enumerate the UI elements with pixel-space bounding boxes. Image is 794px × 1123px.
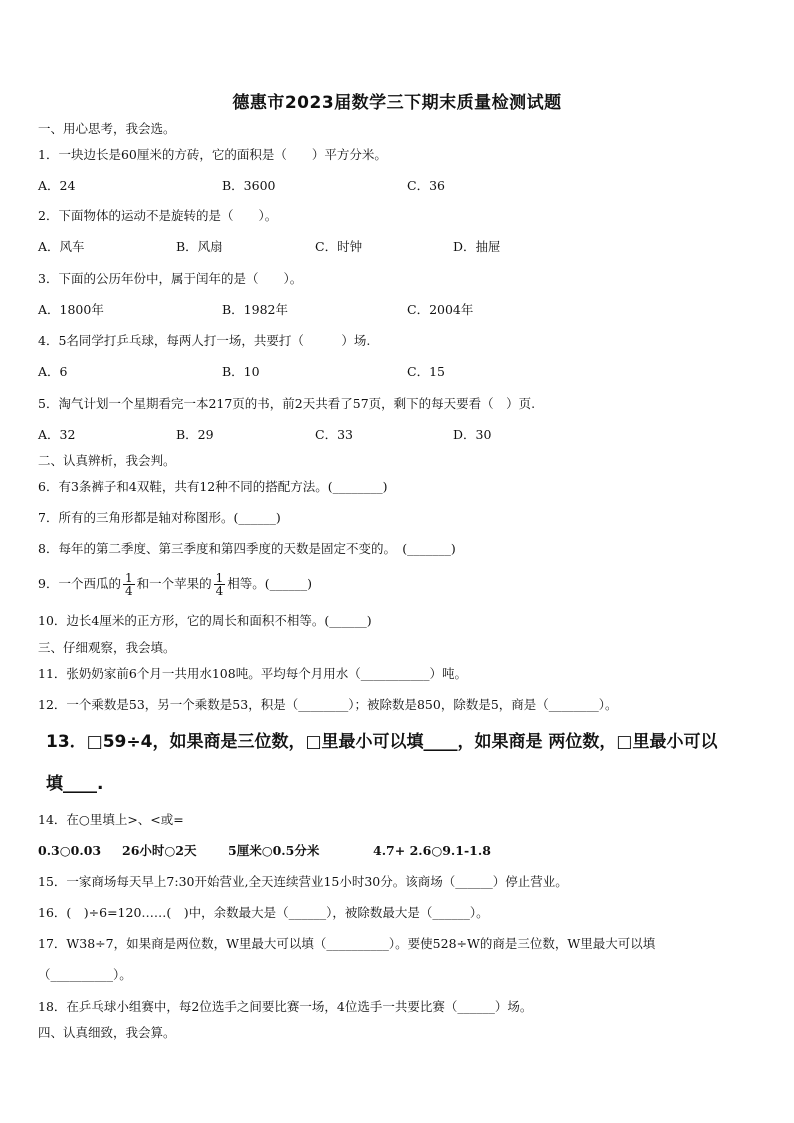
q3-option-c: C．2004年: [407, 302, 474, 317]
question-17-line-2: （__________）。: [38, 967, 132, 982]
q14-item-b: 26小时○2天: [122, 843, 197, 858]
section-heading-4: 四、认真细致，我会算。: [38, 1025, 176, 1040]
q2-option-b: B．风扇: [176, 239, 223, 254]
q5-option-d: D．30: [453, 427, 492, 442]
question-1: 1．一块边长是60厘米的方砖，它的面积是（ ）平方分米。: [38, 147, 387, 162]
q14-item-d: 4.7+ 2.6○9.1-1.8: [373, 843, 491, 858]
question-16: 16．( )÷6=120……( )中，余数最大是（______），被除数最大是（______）。: [38, 905, 489, 920]
q4-option-a: A．6: [38, 364, 68, 379]
q3-option-a: A．1800年: [38, 302, 104, 317]
question-14: 14．在○里填上>、<或=: [38, 812, 184, 827]
question-15: 15．一家商场每天早上7:30开始营业,全天连续营业15小时30分。该商场（______）停止营业。: [38, 874, 568, 889]
question-10: 10．边长4厘米的正方形，它的周长和面积不相等。(______): [38, 613, 372, 628]
question-9: [38, 568, 312, 600]
q9-fraction-1: $\frac{1}{4}$: [124, 571, 133, 598]
q3-option-b: B．1982年: [222, 302, 288, 317]
q1-option-c: C．36: [407, 178, 445, 193]
question-17-line-1: 17．W38÷7，如果商是两位数，W里最大可以填（__________）。要使528÷W的商是三位数，W里最大可以填: [38, 936, 656, 951]
question-6: 6．有3条裤子和4双鞋，共有12种不同的搭配方法。(________): [38, 479, 388, 494]
q14-item-a: 0.3○0.03: [38, 843, 102, 858]
q5-option-c: C．33: [315, 427, 353, 442]
q9-text-middle: 和一个苹果的: [136, 576, 212, 591]
question-4: 4．5名同学打乒乓球，每两人打一场，共要打（ ）场.: [38, 333, 371, 348]
q2-option-d: D．抽屉: [453, 239, 501, 254]
question-7: 7．所有的三角形都是轴对称图形。(______): [38, 510, 281, 525]
q1-option-a: A．24: [38, 178, 76, 193]
question-3: 3．下面的公历年份中，属于闰年的是（ ）。: [38, 271, 303, 286]
page-title: 德惠市2023届数学三下期末质量检测试题: [232, 93, 562, 113]
q5-option-a: A．32: [38, 427, 76, 442]
question-18: 18．在乒乓球小组赛中，每2位选手之间要比赛一场，4位选手一共要比赛（______）场。: [38, 999, 533, 1014]
q5-option-b: B．29: [176, 427, 214, 442]
question-5: 5．淘气计划一个星期看完一本217页的书，前2天共看了57页，剩下的每天要看（ ）页.: [38, 396, 536, 411]
q4-option-b: B．10: [222, 364, 260, 379]
question-13-line-2: 填____.: [46, 774, 104, 794]
q9-text-end: 相等。(______): [227, 576, 313, 591]
q9-fraction-2: $\frac{1}{4}$: [215, 571, 224, 598]
question-13-line-1: 13．□59÷4，如果商是三位数，□里最小可以填____，如果商是 两位数，□里最小可以: [46, 732, 718, 752]
q9-text-start: 9．一个西瓜的: [38, 576, 121, 591]
q4-option-c: C．15: [407, 364, 445, 379]
q2-option-a: A．风车: [38, 239, 85, 254]
q14-item-c: 5厘米○0.5分米: [228, 843, 320, 858]
question-8: 8．每年的第二季度、第三季度和第四季度的天数是固定不变的。 (_______): [38, 541, 456, 556]
section-heading-2: 二、认真辨析，我会判。: [38, 453, 176, 468]
q1-option-b: B．3600: [222, 178, 276, 193]
q2-option-c: C．时钟: [315, 239, 363, 254]
question-11: 11．张奶奶家前6个月一共用水108吨。平均每个月用水（___________）吨。: [38, 666, 467, 681]
question-12: 12．一个乘数是53，另一个乘数是53，积是（________）；被除数是850，除数是5，商是（________）。: [38, 697, 618, 712]
section-heading-1: 一、用心思考，我会选。: [38, 121, 176, 136]
question-2: 2．下面物体的运动不是旋转的是（ ）。: [38, 208, 278, 223]
section-heading-3: 三、仔细观察，我会填。: [38, 640, 176, 655]
